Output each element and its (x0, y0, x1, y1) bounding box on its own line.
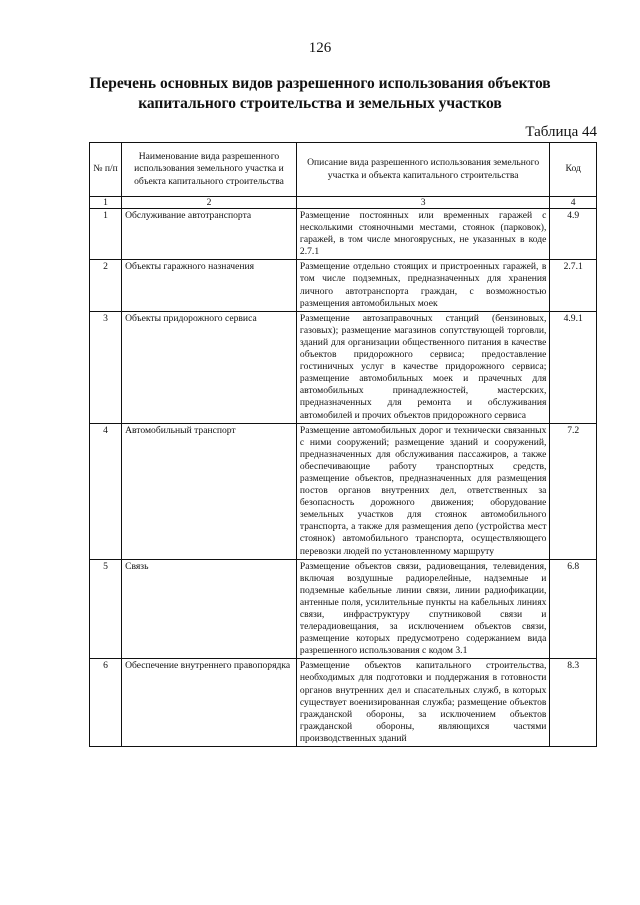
table-row (90, 659, 597, 747)
column-number: 4 (550, 197, 597, 209)
table-header-row (90, 143, 597, 197)
row-name: Обслуживание автотранспорта (122, 209, 297, 260)
row-description: Размещение отдельно стоящих и пристроенных гаражей, в том числе подземных, предназначенных для хранения личного автотранспорта граждан, с возможностью размещения автомобильных моек (296, 260, 549, 311)
table-label: Таблица 44 (525, 124, 597, 140)
row-number: 1 (90, 209, 122, 260)
column-number: 1 (90, 197, 122, 209)
row-description: Размещение автозаправочных станций (бензиновых, газовых); размещение магазинов сопутствующей торговли, зданий для организации общественного питания в качестве объектов придорожного сервиса; предоставление гостиничных услуг в качестве придорожного сервиса; размещение автомобильных моек и прачечных для автомобильных принадлежностей, мастерских, предназначенных для ремонта и обслуживания автомобилей и прочих объектов придорожного сервиса (296, 311, 549, 423)
column-number: 3 (296, 197, 549, 209)
row-description: Размещение постоянных или временных гаражей с несколькими стояночными местами, стоянок (парковок), гаражей, в том числе многоярусных, не указанных в коде 2.7.1 (296, 209, 549, 260)
row-name: Объекты гаражного назначения (122, 260, 297, 311)
row-description: Размещение объектов связи, радиовещания, телевидения, включая воздушные радиорелейные, надземные и подземные кабельные линии связи, линии радиофикации, антенные поля, усилительные пункты на кабельных линиях связи, инфраструктуру спутниковой связи и телерадиовещания, за исключением объектов связи, размещение которых предусмотрено содержанием вида разрешенного использования с кодом 3.1 (296, 559, 549, 659)
header-code: Код (550, 143, 597, 197)
row-code: 7.2 (550, 423, 597, 559)
row-code: 4.9.1 (550, 311, 597, 423)
column-number-row (90, 197, 597, 209)
row-description: Размещение автомобильных дорог и технически связанных с ними сооружений; размещение зданий и сооружений, предназначенных для обслуживания пассажиров, а также обеспечивающие работу транспортных средств, размещение объектов, предназначенных для размещения постов органов внутренних дел, ответственных за безопасность дорожного движения; оборудование земельных участков для стоянок автомобильного транспорта, а также для размещения депо (устройства мест стоянок) автомобильного транспорта, осуществляющего перевозки людей по установленному маршруту (296, 423, 549, 559)
row-code: 8.3 (550, 659, 597, 747)
document-title: Перечень основных видов разрешенного использования объектов капитального строительства и земельных участков (89, 75, 551, 112)
table-row (90, 260, 597, 311)
table-row (90, 209, 597, 260)
row-number: 3 (90, 311, 122, 423)
page-number: 126 (308, 40, 332, 56)
row-code: 2.7.1 (550, 260, 597, 311)
row-code: 4.9 (550, 209, 597, 260)
column-number: 2 (122, 197, 297, 209)
row-number: 4 (90, 423, 122, 559)
table-row (90, 423, 597, 559)
row-name: Объекты придорожного сервиса (122, 311, 297, 423)
row-name: Автомобильный транспорт (122, 423, 297, 559)
row-number: 2 (90, 260, 122, 311)
table-row (90, 311, 597, 423)
row-name: Связь (122, 559, 297, 659)
row-description: Размещение объектов капитального строительства, необходимых для подготовки и поддержания в готовности органов внутренних дел и спасательных служб, в которых существует военизированная служба; размещение объектов гражданской обороны, за исключением объектов гражданской обороны, являющихся частями производственных зданий (296, 659, 549, 747)
header-description: Описание вида разрешенного использования земельного участка и объекта капитального строительства (296, 143, 549, 197)
table-row (90, 559, 597, 659)
row-code: 6.8 (550, 559, 597, 659)
row-name: Обеспечение внутреннего правопорядка (122, 659, 297, 747)
row-number: 6 (90, 659, 122, 747)
header-name: Наименование вида разрешенного использования земельного участка и объекта капитального строительства (122, 143, 297, 197)
row-number: 5 (90, 559, 122, 659)
land-use-table (89, 142, 597, 747)
header-number: № п/п (90, 143, 122, 197)
